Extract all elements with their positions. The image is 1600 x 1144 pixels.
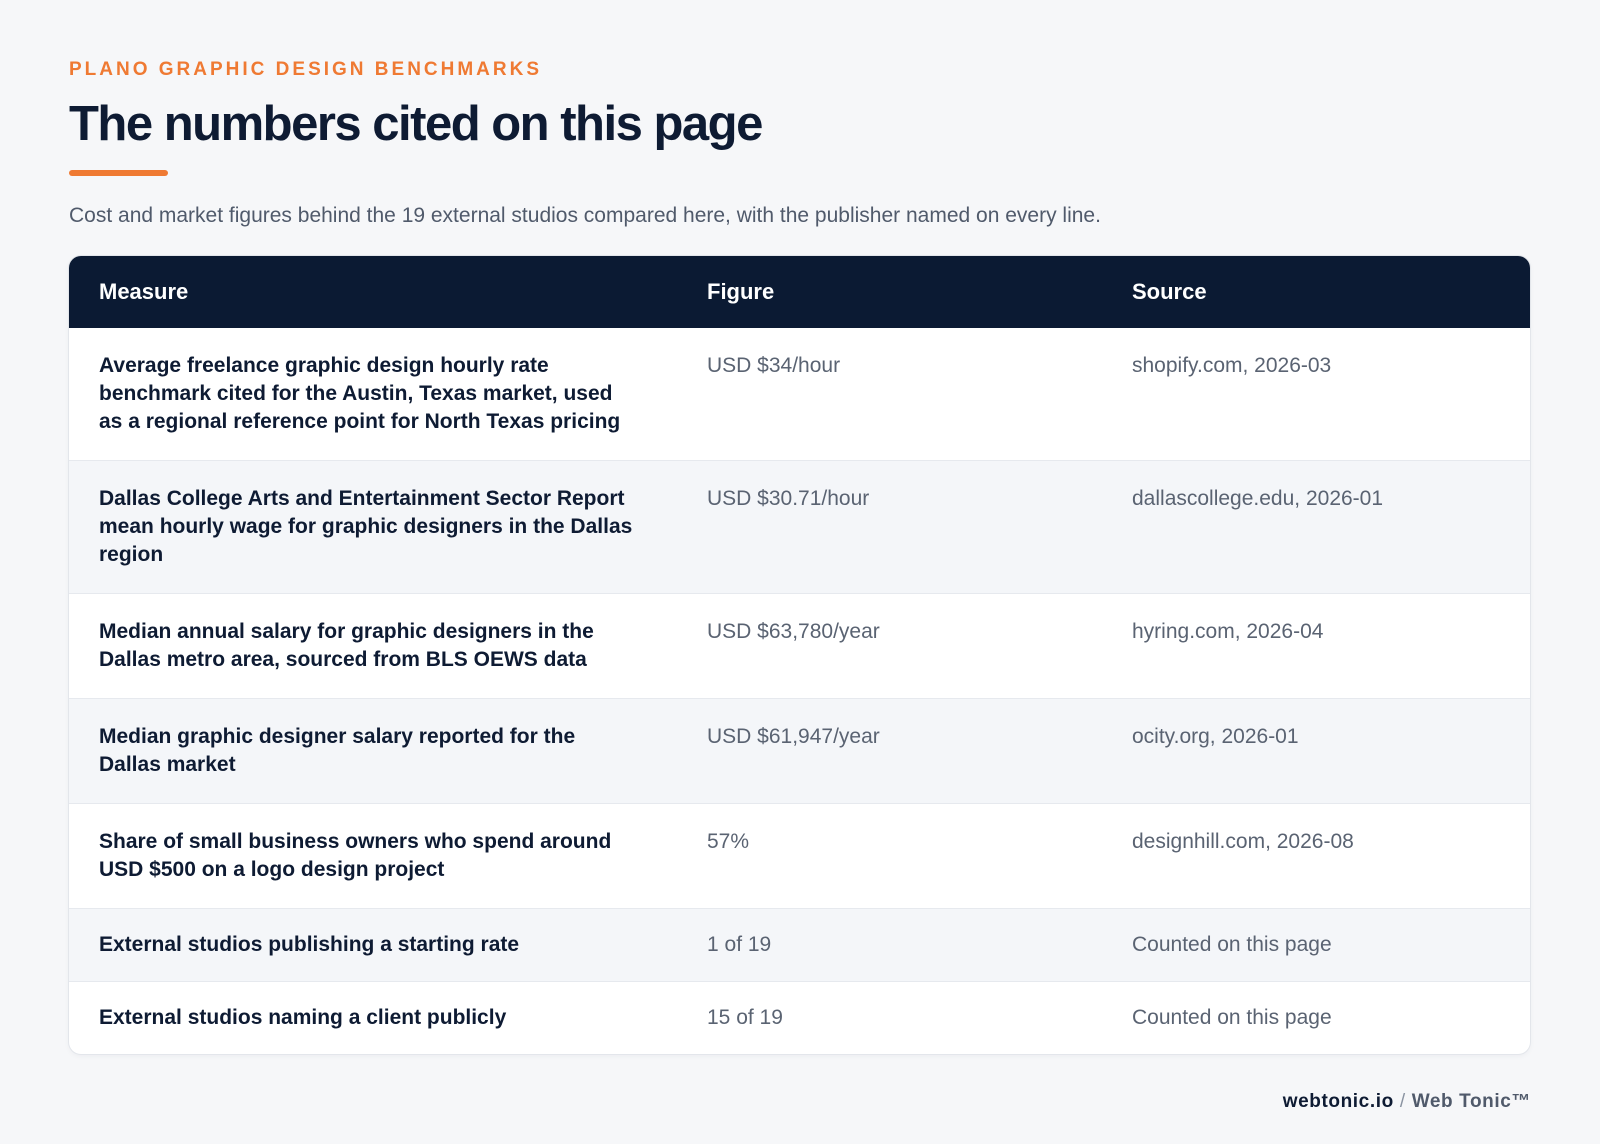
title-accent-bar [69,170,168,176]
cell-measure: External studios naming a client publicly [69,982,677,1055]
table-header [69,256,1530,328]
cell-source: ocity.org, 2026-01 [1102,699,1530,804]
footer-domain: webtonic.io [1282,1091,1394,1112]
cell-figure: 57% [677,804,1102,909]
cell-figure: USD $63,780/year [677,594,1102,699]
cell-measure: External studios publishing a starting rate [69,909,677,982]
column-header-source: Source [1132,279,1207,304]
table-row [69,594,1530,699]
column-header-figure: Figure [707,279,775,304]
table-row [69,982,1530,1055]
footer-separator: / [1399,1091,1406,1112]
cell-figure: USD $61,947/year [677,699,1102,804]
table-row [69,328,1530,461]
cell-source: hyring.com, 2026-04 [1102,594,1530,699]
footer-credit [1283,1090,1531,1114]
benchmarks-table-card [69,256,1530,1054]
benchmarks-table [69,256,1530,1054]
footer-brand: Web Tonic™ [1411,1091,1531,1112]
table-body [69,328,1530,1054]
cell-source: dallascollege.edu, 2026-01 [1102,461,1530,594]
eyebrow-label: PLANO GRAPHIC DESIGN BENCHMARKS [69,59,543,80]
cell-figure: 15 of 19 [677,982,1102,1055]
cell-figure: USD $34/hour [707,354,841,377]
table-row [69,909,1530,982]
cell-measure: Dallas College Arts and Entertainment Sector Report mean hourly wage for graphic designers in the Dallas region [69,461,677,594]
table-row [69,699,1530,804]
page-subtitle: Cost and market figures behind the 19 external studios compared here, with the publisher named on every line. [69,204,1101,227]
page-title: The numbers cited on this page [69,97,762,151]
cell-source: Counted on this page [1102,909,1530,982]
table-row [69,804,1530,909]
cell-measure: Median graphic designer salary reported for the Dallas market [69,699,677,804]
cell-measure: Median annual salary for graphic designers in the Dallas metro area, sourced from BLS OEWS data [69,594,677,699]
cell-source: Counted on this page [1102,982,1530,1055]
column-header-measure: Measure [99,279,189,304]
cell-measure: Average freelance graphic design hourly rate benchmark cited for the Austin, Texas market, used as a regional reference point for North Texas pricing [99,354,621,433]
table-header-row [69,256,1530,328]
cell-measure: Share of small business owners who spend around USD $500 on a logo design project [69,804,677,909]
page-content [69,58,1530,1054]
cell-figure: USD $30.71/hour [677,461,1102,594]
table-row [69,461,1530,594]
cell-source: shopify.com, 2026-03 [1132,354,1332,377]
cell-figure: 1 of 19 [677,909,1102,982]
cell-source: designhill.com, 2026-08 [1102,804,1530,909]
